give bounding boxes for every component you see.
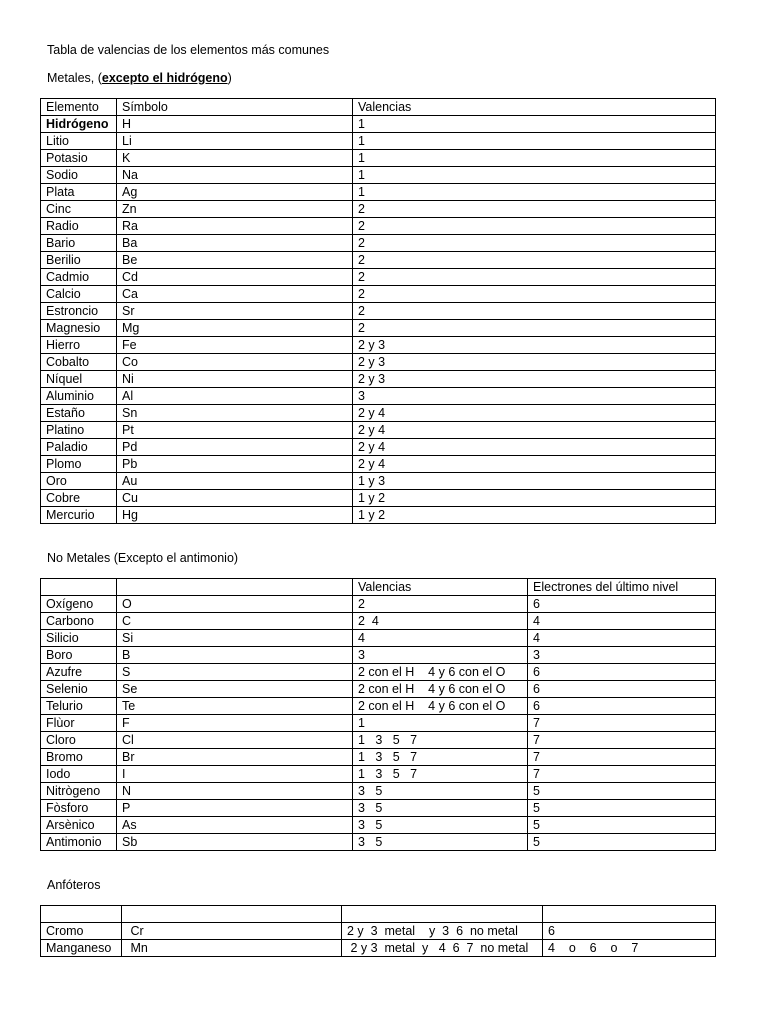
no-metales-table-cell: S	[117, 664, 353, 681]
metales-table-cell: Pd	[117, 439, 353, 456]
no-metales-table-cell: 4	[528, 630, 716, 647]
metales-table-cell: Plomo	[41, 456, 117, 473]
metales-table-cell: 1	[353, 167, 716, 184]
metales-table-cell: Zn	[117, 201, 353, 218]
metales-table-cell: 1	[353, 184, 716, 201]
metales-table-cell: Litio	[41, 133, 117, 150]
metales-table-cell: H	[117, 116, 353, 133]
metales-table-cell: Potasio	[41, 150, 117, 167]
metales-table-cell: Paladio	[41, 439, 117, 456]
metales-table-cell: Cu	[117, 490, 353, 507]
metales-table-cell: 1 y 3	[353, 473, 716, 490]
metales-table-row	[41, 133, 716, 150]
metales-table-cell: 2	[353, 218, 716, 235]
metales-table-cell: 1	[353, 133, 716, 150]
metales-table-row	[41, 405, 716, 422]
metales-table-cell: Be	[117, 252, 353, 269]
metales-table-cell: Cobre	[41, 490, 117, 507]
metales-table-row	[41, 269, 716, 286]
anfoteros-header-cell	[342, 906, 543, 923]
no-metales-table-cell: Carbono	[41, 613, 117, 630]
metales-table-row	[41, 167, 716, 184]
metales-table-cell: K	[117, 150, 353, 167]
anfoteros-heading: Anfóteros	[47, 878, 101, 892]
metales-header-cell: Valencias	[353, 99, 716, 116]
no-metales-table-cell: 5	[528, 800, 716, 817]
metales-table-row	[41, 320, 716, 337]
metales-table-cell: 2	[353, 252, 716, 269]
anfoteros-table-row	[41, 923, 716, 940]
no-metales-table-row	[41, 647, 716, 664]
anfoteros-table	[40, 905, 716, 957]
metales-table-cell: 2 y 3	[353, 371, 716, 388]
metales-table-cell: Pb	[117, 456, 353, 473]
metales-table-cell: Radio	[41, 218, 117, 235]
anfoteros-table-cell: 6	[543, 923, 716, 940]
metales-table-row	[41, 201, 716, 218]
metales-table-cell: 2 y 3	[353, 354, 716, 371]
no-metales-table-cell: 6	[528, 596, 716, 613]
no-metales-table-cell: 3 5	[353, 817, 528, 834]
metales-heading-bold: excepto el hidrógeno	[101, 71, 228, 85]
no-metales-table-cell: N	[117, 783, 353, 800]
no-metales-table-row	[41, 800, 716, 817]
no-metales-table-cell: 6	[528, 681, 716, 698]
metales-table-row	[41, 337, 716, 354]
no-metales-table-cell: B	[117, 647, 353, 664]
metales-table-cell: Plata	[41, 184, 117, 201]
no-metales-header-row	[41, 579, 716, 596]
no-metales-table-cell: I	[117, 766, 353, 783]
metales-table-cell: 1	[353, 150, 716, 167]
no-metales-table-row	[41, 596, 716, 613]
metales-table-cell: 3	[353, 388, 716, 405]
metales-table-row	[41, 150, 716, 167]
anfoteros-header-cell	[41, 906, 122, 923]
metales-table-cell: Pt	[117, 422, 353, 439]
no-metales-table-cell: Arsènico	[41, 817, 117, 834]
metales-table-cell: Bario	[41, 235, 117, 252]
no-metales-table-cell: Se	[117, 681, 353, 698]
metales-table-cell: Cinc	[41, 201, 117, 218]
metales-heading-prefix: Metales, (	[47, 71, 102, 85]
metales-table-cell: 2	[353, 303, 716, 320]
no-metales-table-row	[41, 783, 716, 800]
no-metales-header-cell: Electrones del último nivel	[528, 579, 716, 596]
metales-table-row	[41, 252, 716, 269]
no-metales-table-cell: 1 3 5 7	[353, 766, 528, 783]
metales-table-row	[41, 116, 716, 133]
metales-table-row	[41, 184, 716, 201]
no-metales-table	[40, 578, 716, 851]
no-metales-table-cell: Sb	[117, 834, 353, 851]
no-metales-table-cell: F	[117, 715, 353, 732]
metales-table-cell: 1 y 2	[353, 490, 716, 507]
metales-table-cell: Cd	[117, 269, 353, 286]
metales-table-cell: Hierro	[41, 337, 117, 354]
no-metales-table-cell: 6	[528, 698, 716, 715]
metales-table-cell: Sodio	[41, 167, 117, 184]
no-metales-table-cell: Telurio	[41, 698, 117, 715]
no-metales-table-cell: Boro	[41, 647, 117, 664]
no-metales-table-cell: P	[117, 800, 353, 817]
metales-table-cell: Ca	[117, 286, 353, 303]
metales-table-cell: Níquel	[41, 371, 117, 388]
metales-table-cell: Magnesio	[41, 320, 117, 337]
metales-table-row	[41, 456, 716, 473]
no-metales-table-cell: C	[117, 613, 353, 630]
no-metales-table-cell: Antimonio	[41, 834, 117, 851]
metales-table-cell: Ba	[117, 235, 353, 252]
no-metales-header-cell	[117, 579, 353, 596]
metales-table-row	[41, 439, 716, 456]
metales-table-cell: Ag	[117, 184, 353, 201]
no-metales-table-cell: Cloro	[41, 732, 117, 749]
no-metales-table-cell: Flùor	[41, 715, 117, 732]
no-metales-header-cell: Valencias	[353, 579, 528, 596]
no-metales-table-cell: 2 con el H 4 y 6 con el O	[353, 698, 528, 715]
anfoteros-table-cell: 4 o 6 o 7	[543, 940, 716, 957]
metales-table-row	[41, 507, 716, 524]
no-metales-table-row	[41, 681, 716, 698]
metales-table-cell: Ra	[117, 218, 353, 235]
anfoteros-table-cell: Mn	[122, 940, 342, 957]
metales-table-cell: Mg	[117, 320, 353, 337]
no-metales-table-cell: 1 3 5 7	[353, 732, 528, 749]
anfoteros-table-row	[41, 940, 716, 957]
anfoteros-table-cell: Manganeso	[41, 940, 122, 957]
metales-header-cell: Símbolo	[117, 99, 353, 116]
metales-table-cell: 1	[353, 116, 716, 133]
metales-table-cell: Cadmio	[41, 269, 117, 286]
no-metales-table-cell: 4	[528, 613, 716, 630]
no-metales-table-cell: Oxígeno	[41, 596, 117, 613]
no-metales-table-cell: Br	[117, 749, 353, 766]
metales-header-cell: Elemento	[41, 99, 117, 116]
no-metales-table-cell: 7	[528, 766, 716, 783]
metales-table-cell: Estroncio	[41, 303, 117, 320]
metales-table-cell: Ni	[117, 371, 353, 388]
metales-table-cell: Platino	[41, 422, 117, 439]
metales-table-row	[41, 218, 716, 235]
metales-table-cell: 2	[353, 235, 716, 252]
metales-table-cell: Sr	[117, 303, 353, 320]
no-metales-table-cell: 5	[528, 817, 716, 834]
metales-table-row	[41, 422, 716, 439]
anfoteros-header-cell	[122, 906, 342, 923]
metales-table-cell: Li	[117, 133, 353, 150]
no-metales-header-cell	[41, 579, 117, 596]
metales-table-row	[41, 303, 716, 320]
metales-table-cell: 2 y 4	[353, 439, 716, 456]
no-metales-table-cell: 5	[528, 783, 716, 800]
metales-table-row	[41, 371, 716, 388]
metales-table-cell: Berilio	[41, 252, 117, 269]
no-metales-table-row	[41, 817, 716, 834]
no-metales-table-cell: 5	[528, 834, 716, 851]
metales-header-row	[41, 99, 716, 116]
metales-table-cell: 1 y 2	[353, 507, 716, 524]
metales-table-cell: Fe	[117, 337, 353, 354]
anfoteros-table-cell: Cromo	[41, 923, 122, 940]
metales-table-cell: Oro	[41, 473, 117, 490]
metales-table-cell: 2 y 3	[353, 337, 716, 354]
metales-table-cell: 2	[353, 269, 716, 286]
no-metales-table-cell: 3 5	[353, 800, 528, 817]
no-metales-table-row	[41, 664, 716, 681]
metales-table-row	[41, 354, 716, 371]
no-metales-table-cell: 2 4	[353, 613, 528, 630]
no-metales-table-cell: Selenio	[41, 681, 117, 698]
no-metales-table-cell: 1	[353, 715, 528, 732]
metales-table-row	[41, 490, 716, 507]
metales-table-cell: 2 y 4	[353, 405, 716, 422]
metales-table-cell: 2 y 4	[353, 422, 716, 439]
anfoteros-header-cell	[543, 906, 716, 923]
metales-table-cell: Au	[117, 473, 353, 490]
no-metales-table-cell: 1 3 5 7	[353, 749, 528, 766]
no-metales-table-cell: Azufre	[41, 664, 117, 681]
no-metales-table-cell: 2 con el H 4 y 6 con el O	[353, 681, 528, 698]
metales-table-cell: Na	[117, 167, 353, 184]
metales-table-cell: Co	[117, 354, 353, 371]
no-metales-table-cell: 3 5	[353, 834, 528, 851]
no-metales-table-cell: As	[117, 817, 353, 834]
no-metales-table-row	[41, 715, 716, 732]
metales-table-cell: Calcio	[41, 286, 117, 303]
anfoteros-table-cell: 2 y 3 metal y 3 6 no metal	[342, 923, 543, 940]
no-metales-table-cell: Iodo	[41, 766, 117, 783]
no-metales-table-cell: Si	[117, 630, 353, 647]
metales-table-row	[41, 473, 716, 490]
metales-heading-suffix: )	[227, 71, 232, 85]
no-metales-table-row	[41, 630, 716, 647]
anfoteros-table-cell: 2 y 3 metal y 4 6 7 no metal	[342, 940, 543, 957]
no-metales-table-row	[41, 732, 716, 749]
document-title: Tabla de valencias de los elementos más comunes	[47, 43, 330, 57]
no-metales-table-cell: 3 5	[353, 783, 528, 800]
metales-table-row	[41, 286, 716, 303]
metales-table-cell: Al	[117, 388, 353, 405]
no-metales-table-cell: 7	[528, 715, 716, 732]
no-metales-table-row	[41, 698, 716, 715]
no-metales-table-cell: 7	[528, 749, 716, 766]
metales-table	[40, 98, 716, 524]
no-metales-table-cell: Silicio	[41, 630, 117, 647]
no-metales-table-row	[41, 834, 716, 851]
metales-heading	[47, 71, 232, 85]
metales-table-cell: 2	[353, 286, 716, 303]
no-metales-table-cell: Cl	[117, 732, 353, 749]
no-metales-table-cell: Bromo	[41, 749, 117, 766]
no-metales-table-row	[41, 749, 716, 766]
no-metales-table-cell: 7	[528, 732, 716, 749]
metales-table-cell: 2	[353, 320, 716, 337]
metales-table-cell: 2	[353, 201, 716, 218]
metales-table-cell: 2 y 4	[353, 456, 716, 473]
no-metales-table-cell: 3	[528, 647, 716, 664]
no-metales-table-cell: 4	[353, 630, 528, 647]
anfoteros-header-row	[41, 906, 716, 923]
no-metales-table-cell: Fòsforo	[41, 800, 117, 817]
no-metales-table-cell: Nitrògeno	[41, 783, 117, 800]
no-metales-table-cell: 2	[353, 596, 528, 613]
no-metales-table-row	[41, 766, 716, 783]
no-metales-table-cell: O	[117, 596, 353, 613]
metales-table-cell: Sn	[117, 405, 353, 422]
no-metales-table-cell: 6	[528, 664, 716, 681]
metales-table-row	[41, 235, 716, 252]
metales-table-cell: Estaño	[41, 405, 117, 422]
no-metales-table-cell: Te	[117, 698, 353, 715]
metales-table-cell: Hg	[117, 507, 353, 524]
metales-table-cell: Aluminio	[41, 388, 117, 405]
metales-table-cell: Hidrógeno	[41, 116, 117, 133]
no-metales-table-row	[41, 613, 716, 630]
no-metales-table-cell: 2 con el H 4 y 6 con el O	[353, 664, 528, 681]
no-metales-table-cell: 3	[353, 647, 528, 664]
metales-table-cell: Mercurio	[41, 507, 117, 524]
metales-table-cell: Cobalto	[41, 354, 117, 371]
no-metales-heading: No Metales (Excepto el antimonio)	[47, 551, 239, 565]
metales-table-row	[41, 388, 716, 405]
anfoteros-table-cell: Cr	[122, 923, 342, 940]
